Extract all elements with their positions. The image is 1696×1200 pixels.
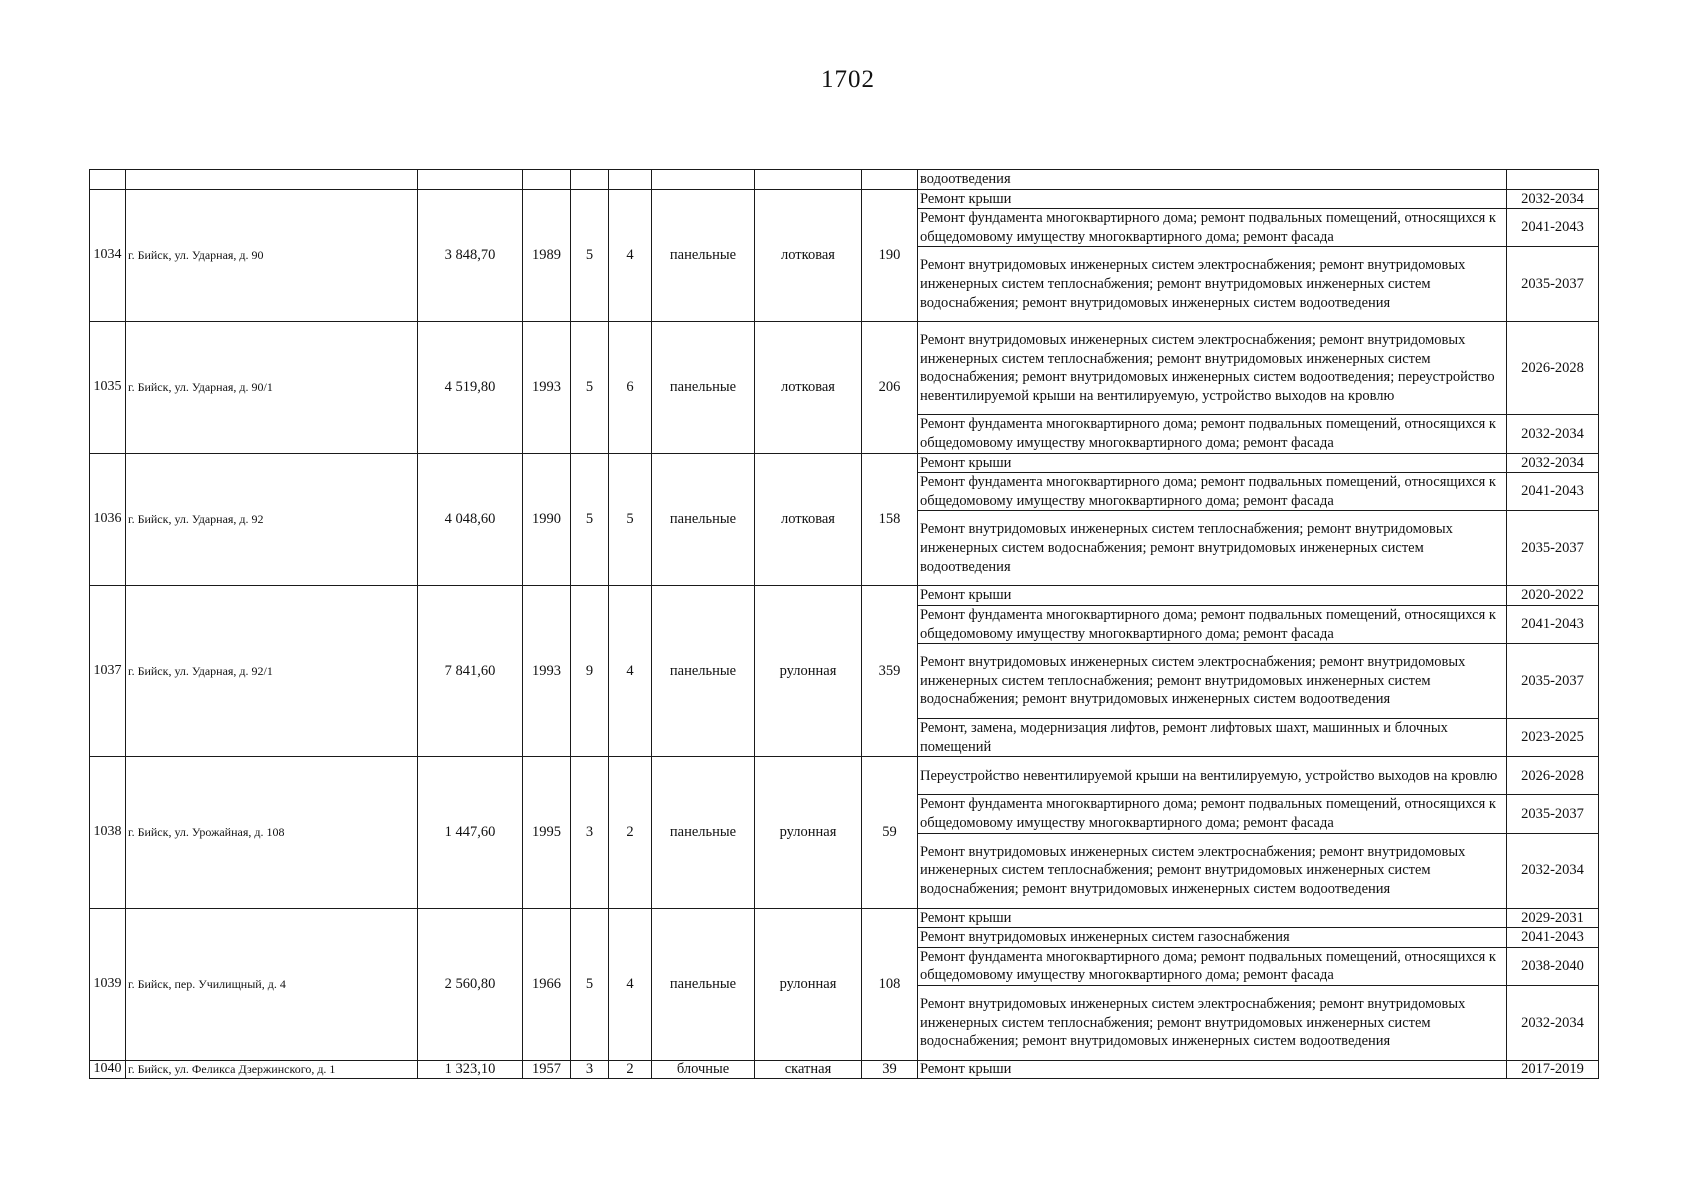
roof-type-cell: рулонная xyxy=(755,586,862,757)
period-cell: 2026-2028 xyxy=(1507,322,1599,415)
period-cell: 2041-2043 xyxy=(1507,473,1599,511)
work-cell: Ремонт крыши xyxy=(918,189,1507,209)
floors-cell: 5 xyxy=(571,189,609,322)
build-year-cell: 1993 xyxy=(523,586,571,757)
empty-cell xyxy=(571,170,609,190)
period-cell: 2032-2034 xyxy=(1507,833,1599,908)
work-cell: Ремонт фундамента многоквартирного дома; ремонт подвальных помещений, относящихся к общедомовому имуществу многоквартирного дома; ремонт фасада xyxy=(918,473,1507,511)
empty-cell xyxy=(755,170,862,190)
work-cell: Ремонт внутридомовых инженерных систем электроснабжения; ремонт внутридомовых инженерных систем теплоснабжения; ремонт внутридомовых инженерных систем водоснабжения; ремонт внутридомовых инженерных систем водоотведения xyxy=(918,985,1507,1060)
build-year-cell: 1989 xyxy=(523,189,571,322)
entrances-cell: 2 xyxy=(609,757,652,908)
work-cell: Ремонт внутридомовых инженерных систем электроснабжения; ремонт внутридомовых инженерных систем теплоснабжения; ремонт внутридомовых инженерных систем водоснабжения; ремонт внутридомовых инженерных систем водоотведения; переустройство невентилируемой крыши на вентилируемую, устройство выходов на кровлю xyxy=(918,322,1507,415)
wall-material-cell: панельные xyxy=(652,586,755,757)
empty-cell xyxy=(418,170,523,190)
work-cell: Ремонт внутридомовых инженерных систем электроснабжения; ремонт внутридомовых инженерных систем теплоснабжения; ремонт внутридомовых инженерных систем водоснабжения; ремонт внутридомовых инженерных систем водоотведения xyxy=(918,833,1507,908)
row-number-cell: 1034 xyxy=(90,189,126,322)
residents-cell: 206 xyxy=(862,322,918,453)
work-cell: Ремонт фундамента многоквартирного дома; ремонт подвальных помещений, относящихся к общедомовому имуществу многоквартирного дома; ремонт фасада xyxy=(918,605,1507,643)
row-number-cell: 1036 xyxy=(90,453,126,586)
work-cell: водоотведения xyxy=(918,170,1507,190)
work-cell: Ремонт крыши xyxy=(918,586,1507,606)
table-row xyxy=(90,322,1599,415)
work-cell: Ремонт крыши xyxy=(918,908,1507,928)
empty-cell xyxy=(652,170,755,190)
table-row xyxy=(90,908,1599,928)
empty-cell xyxy=(609,170,652,190)
floors-cell: 5 xyxy=(571,908,609,1060)
work-cell: Ремонт фундамента многоквартирного дома; ремонт подвальных помещений, относящихся к общедомовому имуществу многоквартирного дома; ремонт фасада xyxy=(918,795,1507,833)
table-row xyxy=(90,189,1599,209)
wall-material-cell: панельные xyxy=(652,453,755,586)
address-cell: г. Бийск, ул. Ударная, д. 92 xyxy=(126,453,418,586)
total-area-cell: 7 841,60 xyxy=(418,586,523,757)
wall-material-cell: панельные xyxy=(652,908,755,1060)
entrances-cell: 4 xyxy=(609,586,652,757)
roof-type-cell: лотковая xyxy=(755,322,862,453)
period-cell: 2017-2019 xyxy=(1507,1060,1599,1078)
roof-type-cell: рулонная xyxy=(755,757,862,908)
entrances-cell: 6 xyxy=(609,322,652,453)
work-cell: Ремонт внутридомовых инженерных систем теплоснабжения; ремонт внутридомовых инженерных систем водоснабжения; ремонт внутридомовых инженерных систем водоотведения xyxy=(918,511,1507,586)
period-cell: 2041-2043 xyxy=(1507,209,1599,247)
roof-type-cell: лотковая xyxy=(755,453,862,586)
period-cell: 2041-2043 xyxy=(1507,605,1599,643)
period-cell: 2032-2034 xyxy=(1507,189,1599,209)
work-cell: Ремонт крыши xyxy=(918,453,1507,473)
period-cell: 2041-2043 xyxy=(1507,928,1599,948)
wall-material-cell: панельные xyxy=(652,757,755,908)
empty-cell xyxy=(862,170,918,190)
build-year-cell: 1957 xyxy=(523,1060,571,1078)
total-area-cell: 4 048,60 xyxy=(418,453,523,586)
total-area-cell: 1 323,10 xyxy=(418,1060,523,1078)
row-number-cell: 1038 xyxy=(90,757,126,908)
period-cell: 2032-2034 xyxy=(1507,453,1599,473)
row-number-cell: 1037 xyxy=(90,586,126,757)
roof-type-cell: рулонная xyxy=(755,908,862,1060)
table-row xyxy=(90,586,1599,606)
total-area-cell: 4 519,80 xyxy=(418,322,523,453)
residents-cell: 158 xyxy=(862,453,918,586)
wall-material-cell: блочные xyxy=(652,1060,755,1078)
address-cell: г. Бийск, ул. Ударная, д. 90 xyxy=(126,189,418,322)
floors-cell: 5 xyxy=(571,322,609,453)
table-row xyxy=(90,453,1599,473)
wall-material-cell: панельные xyxy=(652,189,755,322)
entrances-cell: 5 xyxy=(609,453,652,586)
address-cell: г. Бийск, ул. Ударная, д. 90/1 xyxy=(126,322,418,453)
work-cell: Ремонт внутридомовых инженерных систем газоснабжения xyxy=(918,928,1507,948)
total-area-cell: 1 447,60 xyxy=(418,757,523,908)
floors-cell: 9 xyxy=(571,586,609,757)
floors-cell: 3 xyxy=(571,1060,609,1078)
residents-cell: 108 xyxy=(862,908,918,1060)
row-number-cell: 1040 xyxy=(90,1060,126,1078)
row-number-cell: 1035 xyxy=(90,322,126,453)
work-cell: Ремонт, замена, модернизация лифтов, ремонт лифтовых шахт, машинных и блочных помещений xyxy=(918,719,1507,757)
build-year-cell: 1966 xyxy=(523,908,571,1060)
period-cell: 2023-2025 xyxy=(1507,719,1599,757)
residents-cell: 190 xyxy=(862,189,918,322)
period-cell: 2035-2037 xyxy=(1507,247,1599,322)
work-cell: Ремонт внутридомовых инженерных систем электроснабжения; ремонт внутридомовых инженерных систем теплоснабжения; ремонт внутридомовых инженерных систем водоснабжения; ремонт внутридомовых инженерных систем водоотведения xyxy=(918,644,1507,719)
total-area-cell: 2 560,80 xyxy=(418,908,523,1060)
carryover-row xyxy=(90,170,1599,190)
total-area-cell: 3 848,70 xyxy=(418,189,523,322)
table-row xyxy=(90,757,1599,795)
entrances-cell: 4 xyxy=(609,908,652,1060)
row-number-cell: 1039 xyxy=(90,908,126,1060)
residents-cell: 59 xyxy=(862,757,918,908)
work-cell: Переустройство невентилируемой крыши на вентилируемую, устройство выходов на кровлю xyxy=(918,757,1507,795)
entrances-cell: 2 xyxy=(609,1060,652,1078)
work-cell: Ремонт фундамента многоквартирного дома; ремонт подвальных помещений, относящихся к общедомовому имуществу многоквартирного дома; ремонт фасада xyxy=(918,947,1507,985)
work-cell: Ремонт внутридомовых инженерных систем электроснабжения; ремонт внутридомовых инженерных систем теплоснабжения; ремонт внутридомовых инженерных систем водоснабжения; ремонт внутридомовых инженерных систем водоотведения xyxy=(918,247,1507,322)
page-number: 1702 xyxy=(821,66,875,93)
build-year-cell: 1993 xyxy=(523,322,571,453)
residents-cell: 39 xyxy=(862,1060,918,1078)
build-year-cell: 1990 xyxy=(523,453,571,586)
work-cell: Ремонт крыши xyxy=(918,1060,1507,1078)
period-cell xyxy=(1507,170,1599,190)
entrances-cell: 4 xyxy=(609,189,652,322)
address-cell: г. Бийск, ул. Урожайная, д. 108 xyxy=(126,757,418,908)
roof-type-cell: скатная xyxy=(755,1060,862,1078)
work-cell: Ремонт фундамента многоквартирного дома; ремонт подвальных помещений, относящихся к общедомовому имуществу многоквартирного дома; ремонт фасада xyxy=(918,415,1507,453)
period-cell: 2026-2028 xyxy=(1507,757,1599,795)
roof-type-cell: лотковая xyxy=(755,189,862,322)
wall-material-cell: панельные xyxy=(652,322,755,453)
period-cell: 2029-2031 xyxy=(1507,908,1599,928)
period-cell: 2020-2022 xyxy=(1507,586,1599,606)
empty-cell xyxy=(523,170,571,190)
address-cell: г. Бийск, пер. Училищный, д. 4 xyxy=(126,908,418,1060)
address-cell: г. Бийск, ул. Феликса Дзержинского, д. 1 xyxy=(126,1060,418,1078)
period-cell: 2038-2040 xyxy=(1507,947,1599,985)
work-cell: Ремонт фундамента многоквартирного дома; ремонт подвальных помещений, относящихся к общедомовому имуществу многоквартирного дома; ремонт фасада xyxy=(918,209,1507,247)
table-row xyxy=(90,1060,1599,1078)
address-cell: г. Бийск, ул. Ударная, д. 92/1 xyxy=(126,586,418,757)
floors-cell: 5 xyxy=(571,453,609,586)
empty-cell xyxy=(126,170,418,190)
period-cell: 2032-2034 xyxy=(1507,415,1599,453)
residents-cell: 359 xyxy=(862,586,918,757)
empty-cell xyxy=(90,170,126,190)
period-cell: 2032-2034 xyxy=(1507,985,1599,1060)
period-cell: 2035-2037 xyxy=(1507,795,1599,833)
build-year-cell: 1995 xyxy=(523,757,571,908)
floors-cell: 3 xyxy=(571,757,609,908)
period-cell: 2035-2037 xyxy=(1507,511,1599,586)
period-cell: 2035-2037 xyxy=(1507,644,1599,719)
capital-repair-table xyxy=(89,169,1599,1079)
